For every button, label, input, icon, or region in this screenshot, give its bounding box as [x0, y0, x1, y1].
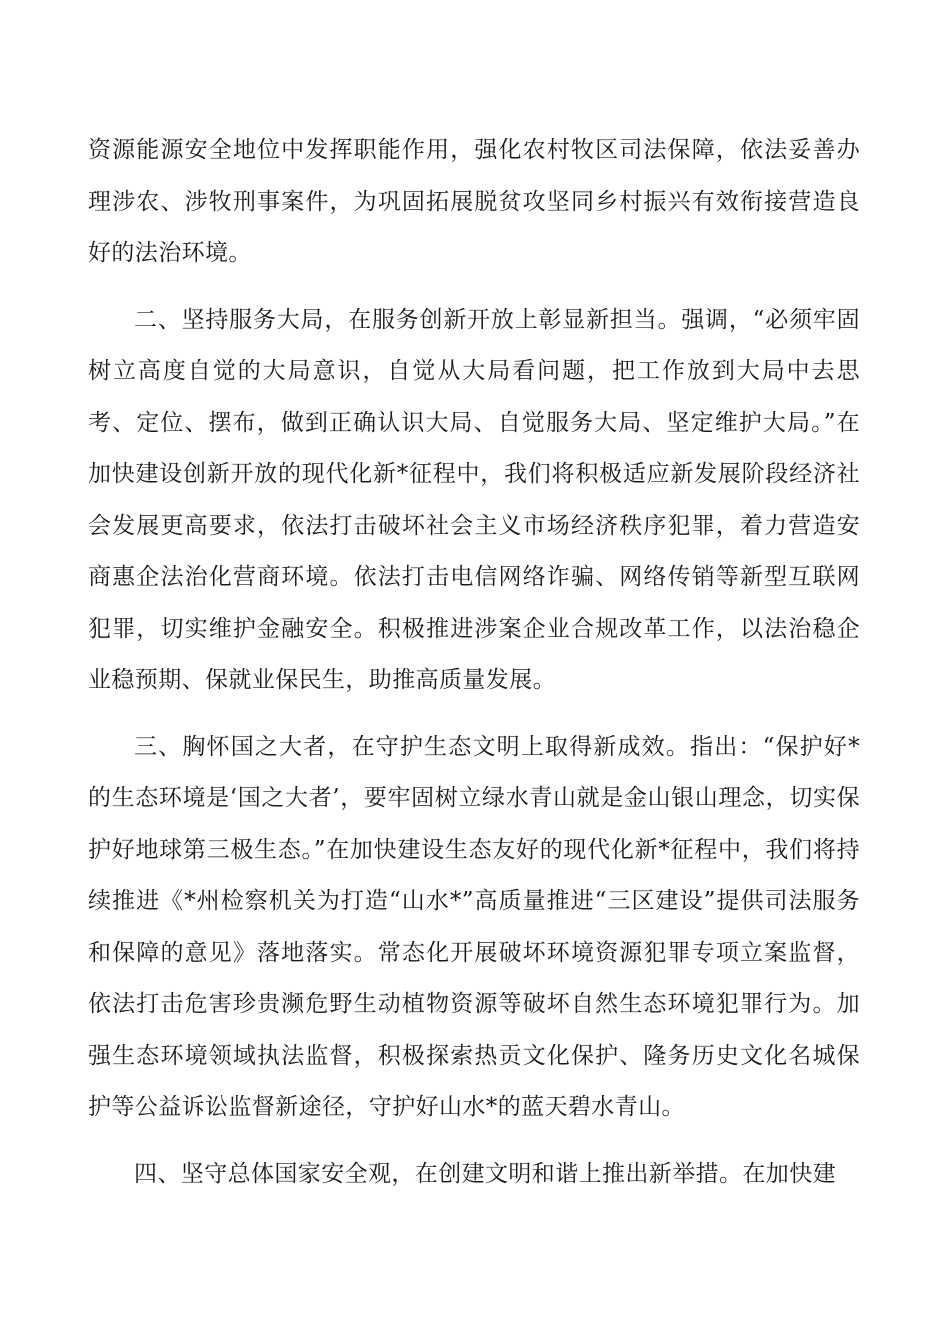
paragraph-section-2: 二、坚持服务大局，在服务创新开放上彰显新担当。强调，“必须牢固树立高度自觉的大局意识，自觉从大局看问题，把工作放到大局中去思考、定位、摆布，做到正确认识大局、自觉服务大局、坚定维护大局。”在加快建设创新开放的现代化新*征程中，我们将积极适应新发展阶段经济社会发展更高要求，依法打击破坏社会主义市场经济秩序犯罪，着力营造安商惠企法治化营商环境。依法打击电信网络诈骗、网络传销等新型互联网犯罪，切实维护金融安全。积极推进涉案企业合规改革工作，以法治稳企业稳预期、保就业保民生，助推高质量发展。: [88, 306, 860, 693]
paragraph-continuation: 资源能源安全地位中发挥职能作用，强化农村牧区司法保障，依法妥善办理涉农、涉牧刑事案件，为巩固拓展脱贫攻坚同乡村振兴有效衔接营造良好的法治环境。: [88, 137, 860, 266]
paragraph-section-4: 四、坚守总体国家安全观，在创建文明和谐上推出新举措。在加快建: [134, 1160, 836, 1187]
document-body: [88, 125, 860, 1215]
paragraph-section-3: 三、胸怀国之大者，在守护生态文明上取得新成效。指出：“保护好*的生态环境是‘国之大者’，要牢固树立绿水青山就是金山银山理念，切实保护好地球第三极生态。”在加快建设生态友好的现代化新*征程中，我们将持续推进《*州检察机关为打造“山水*”高质量推进“三区建设”提供司法服务和保障的意见》落地落实。常态化开展破坏环境资源犯罪专项立案监督，依法打击危害珍贵濒危野生动植物资源等破坏自然生态环境犯罪行为。加强生态环境领域执法监督，积极探索热贡文化保护、隆务历史文化名城保护等公益诉讼监督新途径，守护好山水*的蓝天碧水青山。: [88, 733, 860, 1120]
